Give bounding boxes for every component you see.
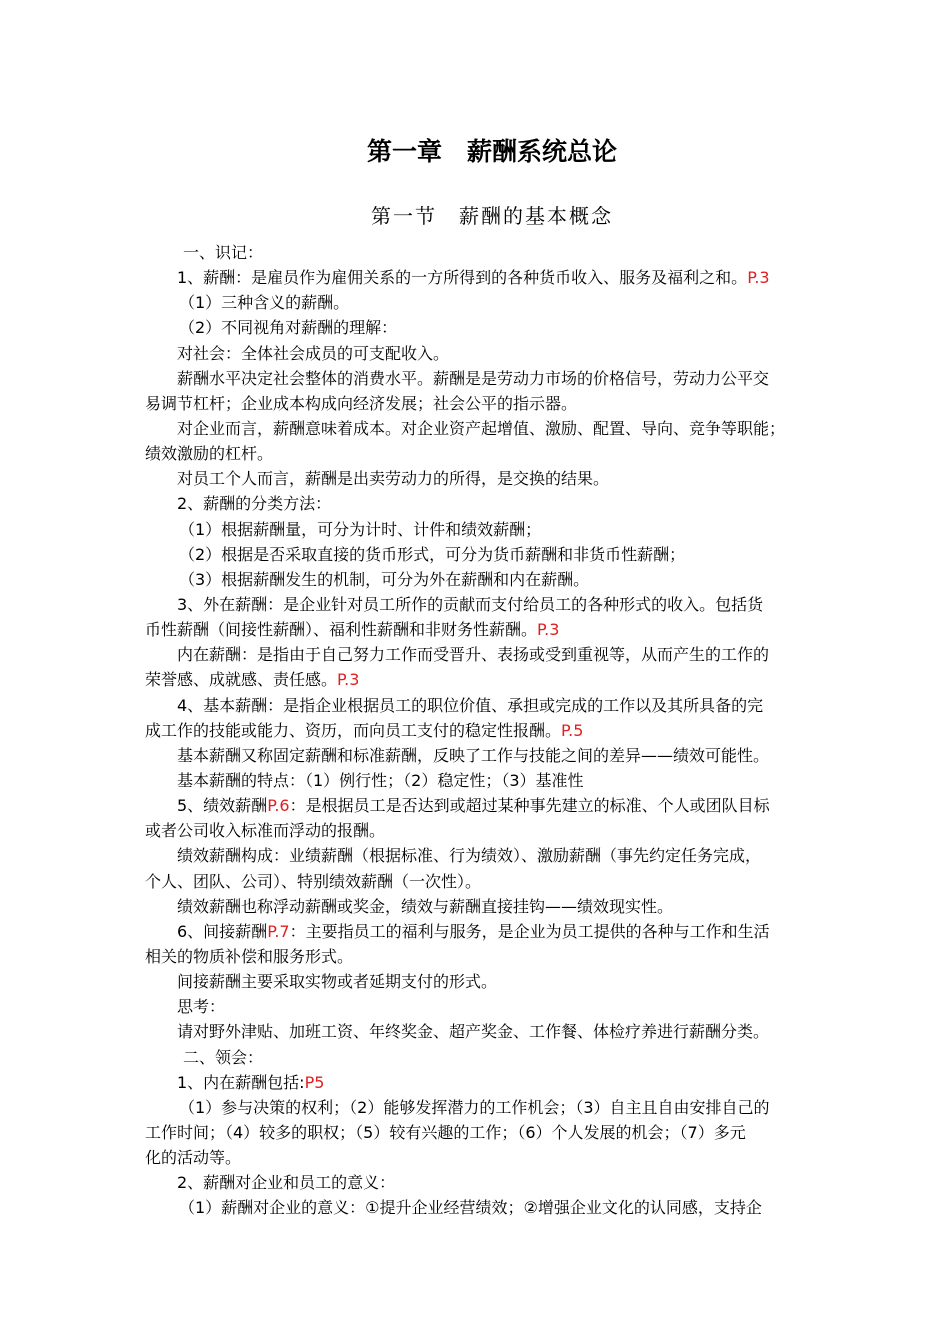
line-text: 易调节杠杆；企业成本构成向经济发展；社会公平的指示器。: [145, 393, 578, 413]
text-line: [145, 843, 825, 868]
text-line: [145, 718, 825, 743]
line-text: 4、基本薪酬：是指企业根据员工的职位价值、承担或完成的工作以及其所具备的完: [177, 695, 764, 715]
line-text: 思考：: [177, 997, 226, 1017]
line-text: 2、薪酬对企业和员工的意义：: [177, 1173, 396, 1193]
line-text: 1、内在薪酬包括:: [177, 1072, 305, 1092]
line-text: 一、识记：: [183, 243, 264, 262]
line-text: 绩效激励的杠杆。: [145, 444, 274, 464]
text-line: [145, 592, 825, 617]
text-line: [145, 567, 825, 592]
text-line: [145, 366, 825, 391]
line-text: 对企业而言，薪酬意味着成本。对企业资产起增值、激励、配置、导向、竞争等职能；: [177, 418, 786, 438]
line-text: 绩效薪酬构成：业绩薪酬（根据标准、行为绩效）、激励薪酬（事先约定任务完成，: [177, 846, 762, 866]
section-title: 第一节 薪酬的基本概念: [371, 204, 613, 228]
text-line: [145, 1019, 825, 1044]
text-line: [145, 667, 825, 692]
line-text: （1）参与决策的权利；（2）能够发挥潜力的工作机会；（3）自主且自由安排自己的: [179, 1097, 770, 1117]
line-text: （1）三种含义的薪酬。: [179, 293, 350, 313]
line-text: 对员工个人而言，薪酬是出卖劳动力的所得，是交换的结果。: [177, 469, 610, 489]
line-text: 成工作的技能或能力、资历，而向员工支付的稳定性报酬。: [145, 720, 562, 740]
line-text: 币性薪酬（间接性薪酬）、福利性薪酬和非财务性薪酬。: [145, 620, 538, 640]
text-line: [145, 894, 825, 919]
text-line: [145, 642, 825, 667]
text-line: [145, 542, 825, 567]
text-line: [145, 1095, 825, 1120]
line-text: 5、绩效薪酬: [177, 796, 268, 816]
text-line: [145, 1070, 825, 1095]
line-text-continued: ：主要指员工的福利与服务，是企业为员工提供的各种与工作和生活: [289, 921, 770, 941]
text-line: [145, 1195, 825, 1220]
line-text: 6、间接薪酬: [177, 921, 268, 941]
line-text: 基本薪酬又称固定薪酬和标准薪酬，反映了工作与技能之间的差异——绩效可能性。: [177, 745, 770, 765]
line-text: （3）根据薪酬发生的机制，可分为外在薪酬和内在薪酬。: [179, 569, 590, 589]
text-line: [145, 944, 825, 969]
page-reference: P5: [304, 1072, 325, 1092]
line-text: 化的活动等。: [145, 1148, 242, 1168]
line-text: 对社会：全体社会成员的可支配收入。: [177, 343, 450, 363]
text-line: [145, 869, 825, 894]
text-line: [145, 240, 825, 265]
page-reference: P.6: [267, 796, 290, 816]
body-text: [145, 240, 825, 1220]
line-text: 2、薪酬的分类方法：: [177, 494, 332, 514]
line-text: 请对野外津贴、加班工资、年终奖金、超产奖金、工作餐、体检疗养进行薪酬分类。: [177, 1022, 770, 1042]
text-line: [145, 315, 825, 340]
text-line: [145, 818, 825, 843]
line-text: 薪酬水平决定社会整体的消费水平。薪酬是是劳动力市场的价格信号，劳动力公平交: [177, 368, 770, 388]
page-reference: P.3: [747, 268, 770, 288]
text-line: [145, 793, 825, 818]
line-text: 内在薪酬：是指由于自己努力工作而受晋升、表扬或受到重视等，从而产生的工作的: [177, 645, 770, 665]
text-line: [145, 416, 825, 441]
line-text: （1）根据薪酬量，可分为计时、计件和绩效薪酬；: [179, 519, 542, 539]
line-text: 1、薪酬：是雇员作为雇佣关系的一方所得到的各种货币收入、服务及福利之和。: [177, 268, 748, 288]
line-text-continued: ：是根据员工是否达到或超过某种事先建立的标准、个人或团队目标: [289, 796, 770, 816]
line-text: （1）薪酬对企业的意义：①提升企业经营绩效；②增强企业文化的认同感，支持企: [179, 1198, 762, 1218]
line-text: 间接薪酬主要采取实物或者延期支付的形式。: [177, 972, 498, 992]
text-line: [145, 617, 825, 642]
line-text: 基本薪酬的特点：（1）例行性；（2）稳定性；（3）基准性: [177, 770, 584, 790]
text-line: [145, 969, 825, 994]
text-line: [145, 768, 825, 793]
page-reference: P.3: [337, 670, 360, 690]
text-line: [145, 265, 825, 290]
text-line: [145, 994, 825, 1019]
line-text: 荣誉感、成就感、责任感。: [145, 670, 338, 690]
text-line: [145, 341, 825, 366]
page-reference: P.5: [561, 720, 584, 740]
text-line: [145, 1170, 825, 1195]
page-reference: P.7: [267, 921, 290, 941]
line-text: 工作时间；（4）较多的职权；（5）较有兴趣的工作；（6）个人发展的机会；（7）多元: [145, 1122, 746, 1142]
line-text: 个人、团队、公司）、特别绩效薪酬（一次性）。: [145, 871, 482, 891]
line-text: （2）不同视角对薪酬的理解：: [179, 318, 398, 338]
text-line: [145, 441, 825, 466]
text-line: [145, 1045, 825, 1070]
line-text: 二、领会：: [183, 1047, 264, 1067]
text-line: [145, 693, 825, 718]
line-text: 绩效薪酬也称浮动薪酬或奖金，绩效与薪酬直接挂钩——绩效现实性。: [177, 896, 674, 916]
text-line: [145, 517, 825, 542]
page-reference: P.3: [537, 620, 560, 640]
text-line: [145, 466, 825, 491]
text-line: [145, 290, 825, 315]
text-line: [145, 1120, 825, 1145]
text-line: [145, 391, 825, 416]
line-text: （2）根据是否采取直接的货币形式，可分为货币薪酬和非货币性薪酬；: [179, 544, 686, 564]
line-text: 相关的物质补偿和服务形式。: [145, 946, 354, 966]
text-line: [145, 919, 825, 944]
text-line: [145, 1145, 825, 1170]
text-line: [145, 743, 825, 768]
text-line: [145, 491, 825, 516]
line-text: 3、外在薪酬：是企业针对员工所作的贡献而支付给员工的各种形式的收入。包括货: [177, 594, 764, 614]
chapter-title: 第一章 薪酬系统总论: [366, 137, 617, 166]
line-text: 或者公司收入标准而浮动的报酬。: [145, 821, 386, 841]
